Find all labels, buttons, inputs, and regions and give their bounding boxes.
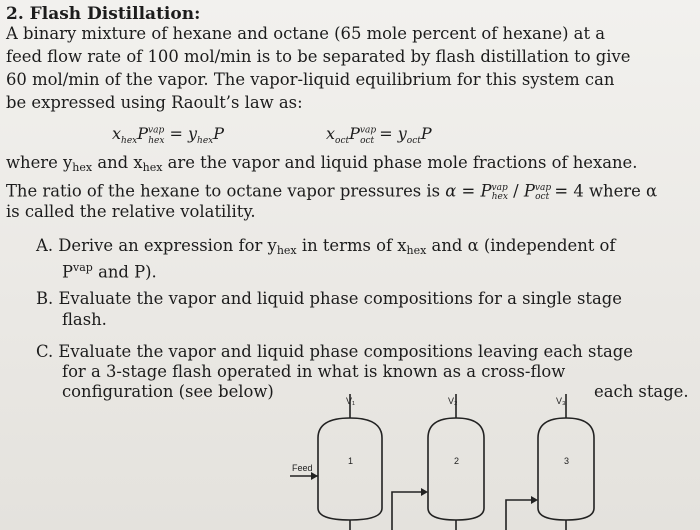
- section-title: 2. Flash Distillation:: [6, 4, 201, 24]
- stage-1-label: 1: [348, 456, 354, 466]
- raoult-equation-hexane: $x_{hex}P^{vap}_{hex} = y_{hex}P$: [112, 124, 225, 147]
- relative-volatility-line: is called the relative volatility.: [6, 202, 256, 221]
- raoult-equation-octane: $x_{oct}P^{vap}_{oct} = y_{oct}P$: [326, 124, 432, 147]
- stage-2-label: 2: [454, 456, 460, 466]
- feed-label: Feed: [292, 463, 313, 473]
- vapor-2-label: V₂: [448, 396, 458, 406]
- ratio-line: The ratio of the hexane to octane vapor pressures is $\alpha = P^{vap}_{hex} / P^{vap}_{oct} = 4$ where α: [6, 181, 658, 203]
- item-c-line-3-end: each stage.: [594, 382, 689, 401]
- where-line: where $y_{hex}$ and $x_{hex}$ are the vapor and liquid phase mole fractions of hexane.: [6, 153, 638, 174]
- item-a-line-2: $P^{vap}$ and P).: [62, 261, 157, 282]
- feed-stream: [290, 472, 318, 480]
- item-c-line-2: for a 3-stage flash operated in what is known as a cross-flow: [62, 362, 566, 381]
- stage-3-label: 3: [564, 456, 570, 466]
- liquid-transfer-lines: [392, 488, 538, 530]
- vapor-1-label: V₁: [346, 396, 356, 406]
- item-b-line-2: flash.: [62, 310, 107, 329]
- intro-line-1: A binary mixture of hexane and octane (65 mole percent of hexane) at a: [6, 24, 606, 43]
- intro-line-4: be expressed using Raoult’s law as:: [6, 93, 303, 112]
- intro-line-2: feed flow rate of 100 mol/min is to be separated by flash distillation to give: [6, 47, 631, 66]
- item-c-line-3: configuration (see below): [62, 382, 274, 401]
- item-c-line-1: C. Evaluate the vapor and liquid phase compositions leaving each stage: [36, 342, 633, 361]
- item-b-line-1: B. Evaluate the vapor and liquid phase compositions for a single stage: [36, 289, 622, 308]
- cross-flow-flash-diagram: [280, 380, 600, 530]
- intro-line-3: 60 mol/min of the vapor. The vapor-liquid equilibrium for this system can: [6, 70, 615, 89]
- item-a-line-1: A. Derive an expression for $y_{hex}$ in terms of $x_{hex}$ and α (independent of: [36, 236, 616, 257]
- vapor-3-label: V₃: [556, 396, 566, 406]
